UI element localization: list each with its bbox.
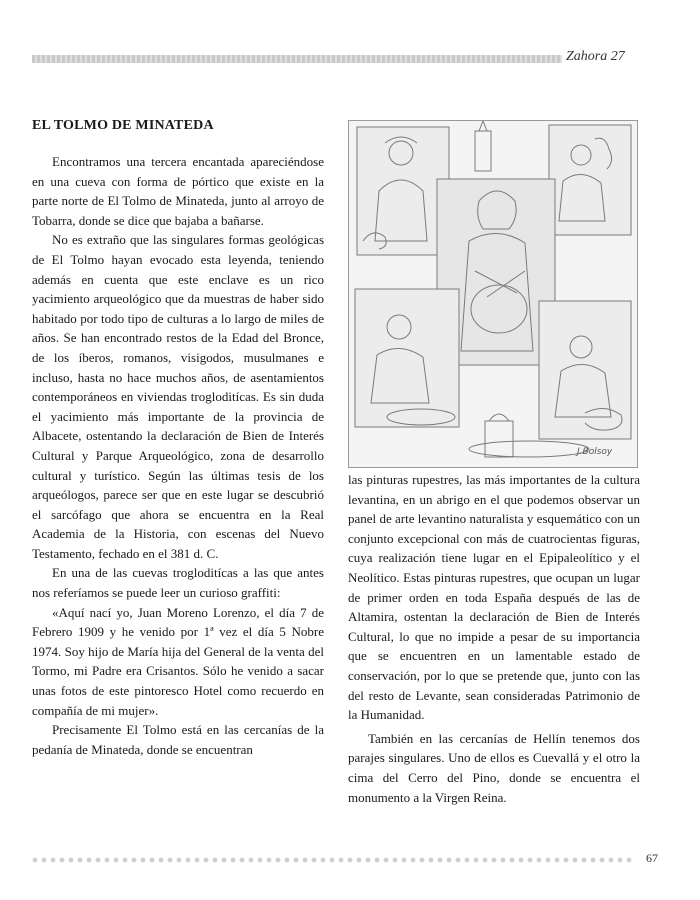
paragraph: Encontramos una tercera encantada apareciéndose en una cueva con forma de pórtico que existe en la parte norte de El Tolmo de Minateda, junto al arroyo de Tobarra, donde se dice que bajaba a bañarse. [32, 154, 324, 228]
left-column [32, 118, 324, 759]
footer-dotted-rule [32, 857, 632, 863]
paragraph: Precisamente El Tolmo está en las cercanías de la pedanía de Minateda, donde se encuentran [32, 722, 324, 757]
paragraph: No es extraño que las singulares formas geológicas de El Tolmo hayan evocado esta leyenda, teniendo además en cuenta que este enclave es un rico yacimiento arqueológico que da muestras de haber sido habitado por todo tipo de culturas a lo largo de miles de años. Se han encontrado restos de la Edad del Bronce, de los íberos, romanos, visigodos, musulmanes e incluso, hasta no hace muchos años, de asentamientos contemporáneos en viviendas trogloditícas. Es sin duda el yacimiento más importante de la provincia de Albacete, ostentando la declaración de Bien de Interés Cultural y Parque Arqueológico, zona de desarrollo cultural y turístico. Según las últimas tesis de los arqueólogos, parece ser que en este lugar se descubrió el sarcófago que ahora se encuentra en la Real Academia de la Historia, con escenas del Nuevo Testamento, fechado en el 381 d. C. [32, 232, 324, 561]
paragraph: En una de las cuevas trogloditícas a las que antes nos referíamos se puede leer un curioso graffiti: [32, 565, 324, 601]
pencil-illustration [348, 120, 638, 468]
article-title: EL TOLMO DE MINATEDA [32, 118, 214, 133]
header-rule [32, 55, 562, 63]
illustration-drawing [349, 121, 637, 467]
paragraph: También en las cercanías de Hellín tenemos dos parajes singulares. Uno de ellos es Cuevallá y el otro la cima del Cerro del Pino, donde se encuentra el monumento a la Virgen Reina. [348, 730, 640, 805]
running-head: Zahora 27 [566, 49, 625, 64]
graffiti-quote: «Aquí nací yo, Juan Moreno Lorenzo, el día 7 de Febrero 1909 y he venido por 1ª vez el día 5 Nobre 1974. Soy hijo de María hija del General de la venta del Tormo, mi Padre era Crisantos. Sólo he venido a sacar unas fotos de este pintoresco Hotel como recuerdo en compañía de mi mujer». [32, 604, 324, 718]
paragraph: las pinturas rupestres, las más importantes de la cultura levantina, en un abrigo en el que podemos observar un panel de arte levantino naturalista y esquemático con un conjunto excepcional con más de cuatrocientas figuras, cuya realización tiene lugar en el Epipaleolítico y el Neolítico. Estas pinturas rupestres, que ocupan un lugar de primer orden en toda España después de las de Altamira, ostentan la declaración de Bien de Interés Cultural, lo que no impide a pesar de su importancia que se encuentren en un lamentable estado de conservación, por lo que se pretende que, junto con las del resto de Levante, sean consideradas Patrimonio de la Humanidad. [348, 472, 640, 723]
page-number: 67 [646, 851, 658, 865]
artist-signature: J.Bolsoy [577, 447, 613, 457]
right-column [348, 470, 640, 807]
